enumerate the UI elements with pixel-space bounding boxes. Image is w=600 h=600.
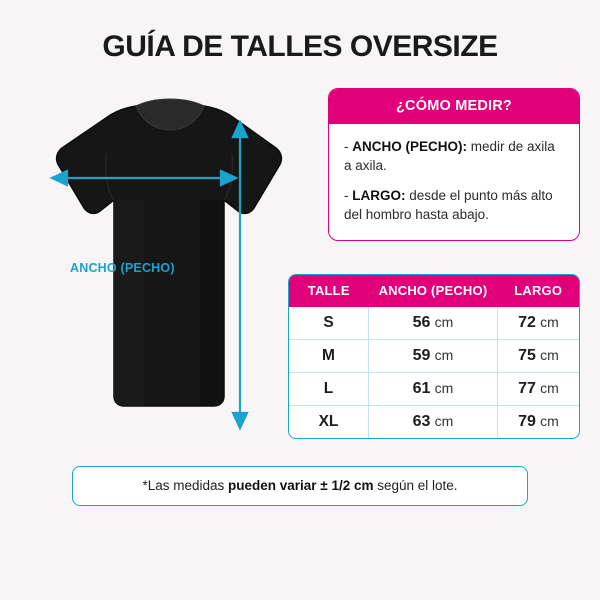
cell-talle: S	[289, 307, 368, 340]
table-row	[289, 406, 579, 439]
width-measure-label: ANCHO (PECHO)	[70, 261, 175, 275]
page-title: GUÍA DE TALLES OVERSIZE	[102, 30, 498, 63]
size-table	[288, 274, 580, 439]
measure-instruction-length: - LARGO: desde el punto más alto del hombro hasta abajo.	[344, 188, 553, 223]
cell-ancho: 61 cm	[368, 373, 497, 406]
cell-ancho: 59 cm	[368, 340, 497, 373]
column-header-largo: LARGO	[497, 275, 579, 307]
table-row	[289, 340, 579, 373]
how-to-measure-title: ¿CÓMO MEDIR?	[329, 89, 579, 124]
cell-largo: 72 cm	[518, 314, 559, 331]
cell-largo: 77 cm	[497, 373, 579, 406]
how-to-measure-body	[329, 124, 579, 240]
column-header-talle: TALLE	[289, 275, 368, 307]
cell-ancho: 56 cm	[368, 307, 497, 340]
table-header-row	[289, 275, 579, 307]
column-header-ancho: ANCHO (PECHO)	[368, 275, 497, 307]
cell-talle: L	[289, 373, 368, 406]
cell-talle: XL	[289, 406, 368, 439]
cell-largo: 75 cm	[497, 340, 579, 373]
cell-largo: 79 cm	[497, 406, 579, 439]
measurement-disclaimer: *Las medidas pueden variar ± 1/2 cm según el lote.	[72, 466, 528, 506]
tshirt-illustration	[18, 96, 298, 446]
how-to-measure-card	[328, 88, 580, 241]
cell-ancho: 63 cm	[368, 406, 497, 439]
table-row	[289, 307, 579, 340]
cell-talle: M	[289, 340, 368, 373]
measure-instruction-width: - ANCHO (PECHO): medir de axila a axila.	[344, 139, 555, 174]
table-row	[289, 373, 579, 406]
